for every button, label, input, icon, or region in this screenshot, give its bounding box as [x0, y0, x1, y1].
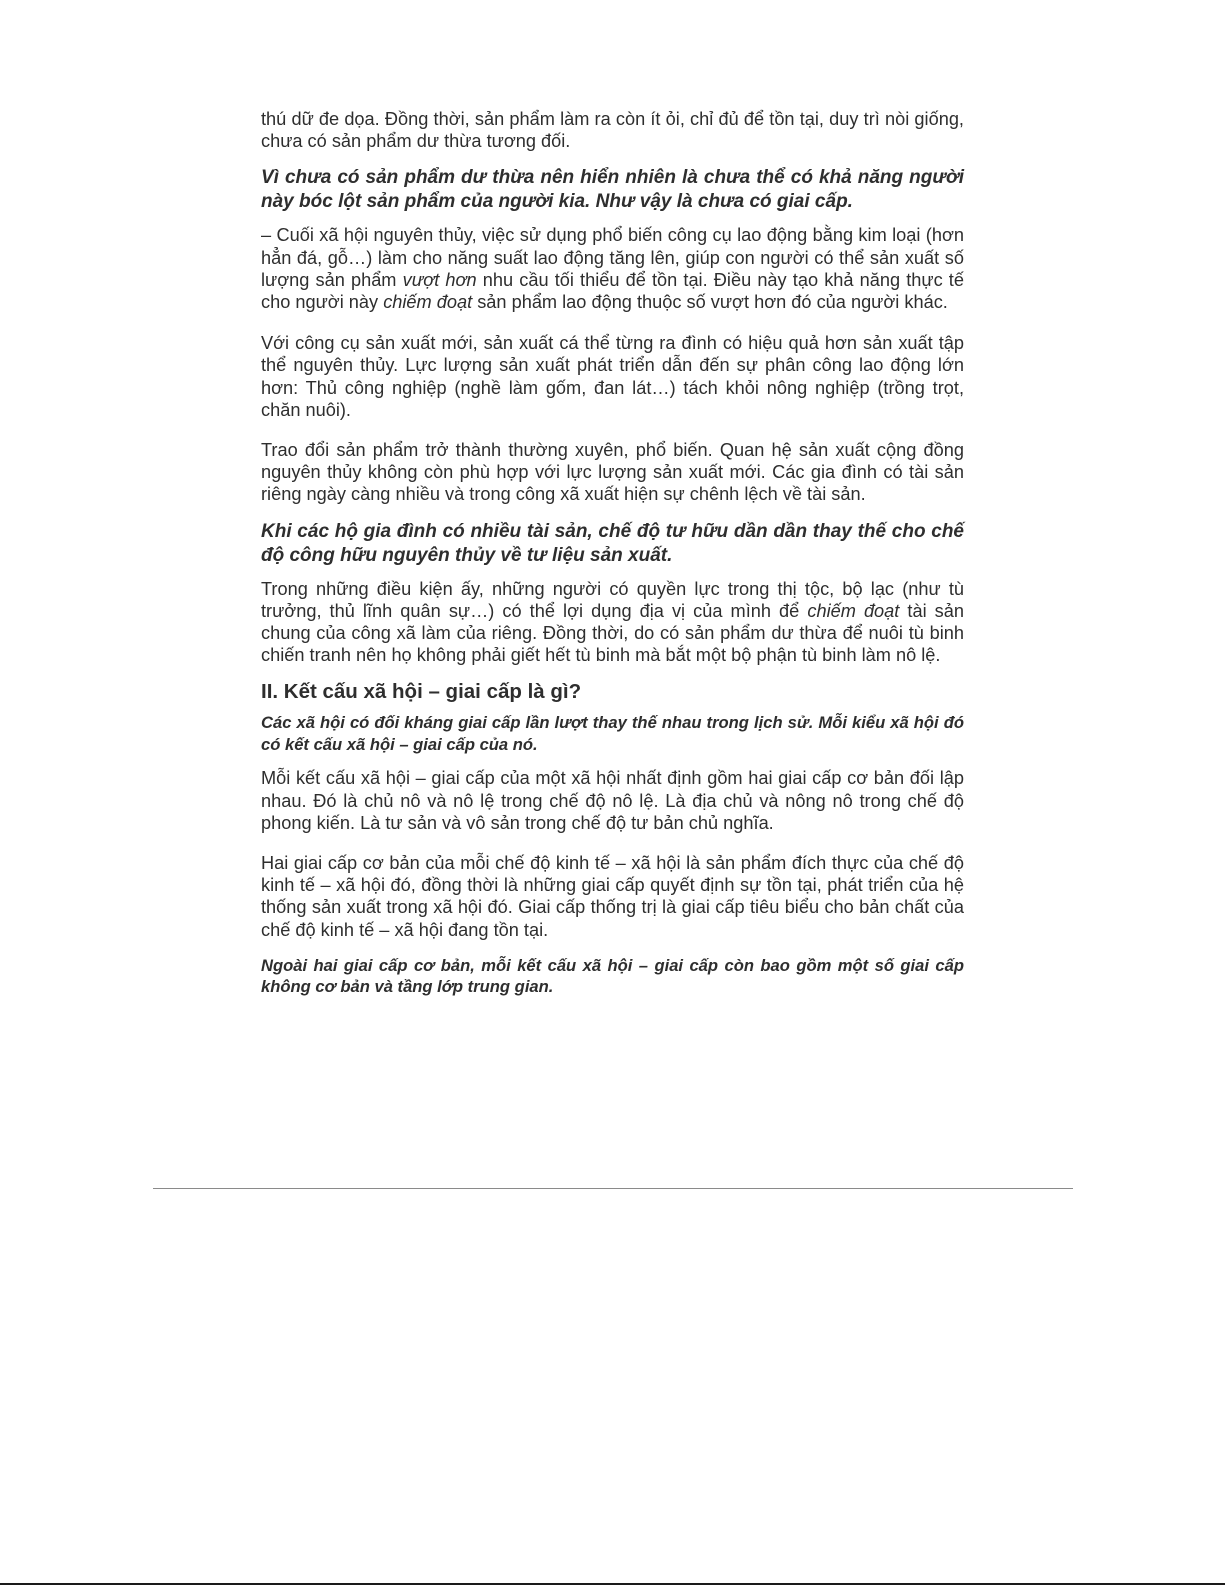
section-heading: II. Kết cấu xã hội – giai cấp là gì?: [261, 680, 582, 704]
paragraph-2: [261, 224, 964, 313]
paragraph-5-text-c: tài sản chung của công xã làm của riêng. Đồng thời, do có sản phẩm dư thừa để nuôi tù binh chiến tranh nên họ không phải giết hết tù binh mà bắt một bộ phận tù binh làm nô lệ.: [261, 600, 965, 666]
emphasis-paragraph-1: Vì chưa có sản phẩm dư thừa nên hiển nhiên là chưa thể có khả năng người này bóc lột sản phẩm của người kia. Như vậy là chưa có giai cấp.: [261, 167, 964, 213]
paragraph-4: Trao đổi sản phẩm trở thành thường xuyên, phổ biến. Quan hệ sản xuất cộng đồng nguyên thủy không còn phù hợp với lực lượng sản xuất mới. Các gia đình có tài sản riêng ngày càng nhiều và trong công xã xuất hiện sự chênh lệch về tài sản.: [261, 440, 964, 505]
paragraph-1: thú dữ đe dọa. Đồng thời, sản phẩm làm ra còn ít ỏi, chỉ đủ để tồn tại, duy trì nòi giống, chưa có sản phẩm dư thừa tương đối.: [261, 109, 964, 152]
emphasis-paragraph-2: Khi các hộ gia đình có nhiều tài sản, chế độ tư hữu dần dần thay thế cho chế độ công hữu nguyên thủy về tư liệu sản xuất.: [261, 520, 964, 566]
paragraph-5-italic-b: chiếm đoạt: [807, 600, 900, 621]
emphasis-paragraph-3: Các xã hội có đối kháng giai cấp lần lượt thay thế nhau trong lịch sử. Mỗi kiểu xã hội đó có kết cấu xã hội – giai cấp của nó.: [261, 713, 964, 754]
paragraph-5: [261, 578, 964, 667]
paragraph-3: Với công cụ sản xuất mới, sản xuất cá thể từng ra đình có hiệu quả hơn sản xuất tập thể nguyên thủy. Lực lượng sản xuất phát triển dẫn đến sự phân công lao động lớn hơn: Thủ công nghiệp (nghề làm gốm, đan lát…) tách khỏi nông nghiệp (trồng trọt, chăn nuôi).: [261, 333, 964, 420]
emphasis-paragraph-4: Ngoài hai giai cấp cơ bản, mỗi kết cấu xã hội – giai cấp còn bao gồm một số giai cấp không cơ bản và tầng lớp trung gian.: [261, 955, 964, 997]
document-body: [261, 108, 964, 998]
paragraph-2-text-e: sản phẩm lao động thuộc số vượt hơn đó của người khác.: [472, 292, 948, 313]
paragraph-2-text-a: – Cuối xã hội nguyên thủy, việc sử dụng phổ biến công cụ lao động bằng kim loại (hơn hẳn đá, gỗ…) làm cho năng suất lao động tăng lên, giúp con người có thể sản xuất số lượng sản phẩm: [261, 225, 964, 290]
paragraph-5-text-a: Trong những điều kiện ấy, những người có quyền lực trong thị tộc, bộ lạc (như tù trưởng, thủ lĩnh quân sự…) có thể lợi dụng địa vị của mình để: [261, 578, 964, 621]
footer-divider: [153, 1188, 1073, 1189]
paragraph-7: Hai giai cấp cơ bản của mỗi chế độ kinh tế – xã hội là sản phẩm đích thực của chế độ kinh tế – xã hội đó, đồng thời là những giai cấp quyết định sự tồn tại, phát triển của hệ thống sản xuất trong xã hội đó. Giai cấp thống trị là giai cấp tiêu biểu cho bản chất của chế độ kinh tế – xã hội đang tồn tại.: [261, 853, 964, 940]
paragraph-6: Mỗi kết cấu xã hội – giai cấp của một xã hội nhất định gồm hai giai cấp cơ bản đối lập nhau. Đó là chủ nô và nô lệ trong chế độ nô lệ. Là địa chủ và nông nô trong chế độ phong kiến. Là tư sản và vô sản trong chế độ tư bản chủ nghĩa.: [261, 768, 964, 833]
paragraph-2-italic-b: vượt hơn: [402, 269, 477, 290]
paragraph-2-text-c: nhu cầu tối thiểu để tồn tại. Điều này tạo khả năng thực tế cho người này: [261, 269, 964, 313]
paragraph-2-italic-d: chiếm đoạt: [383, 292, 473, 313]
